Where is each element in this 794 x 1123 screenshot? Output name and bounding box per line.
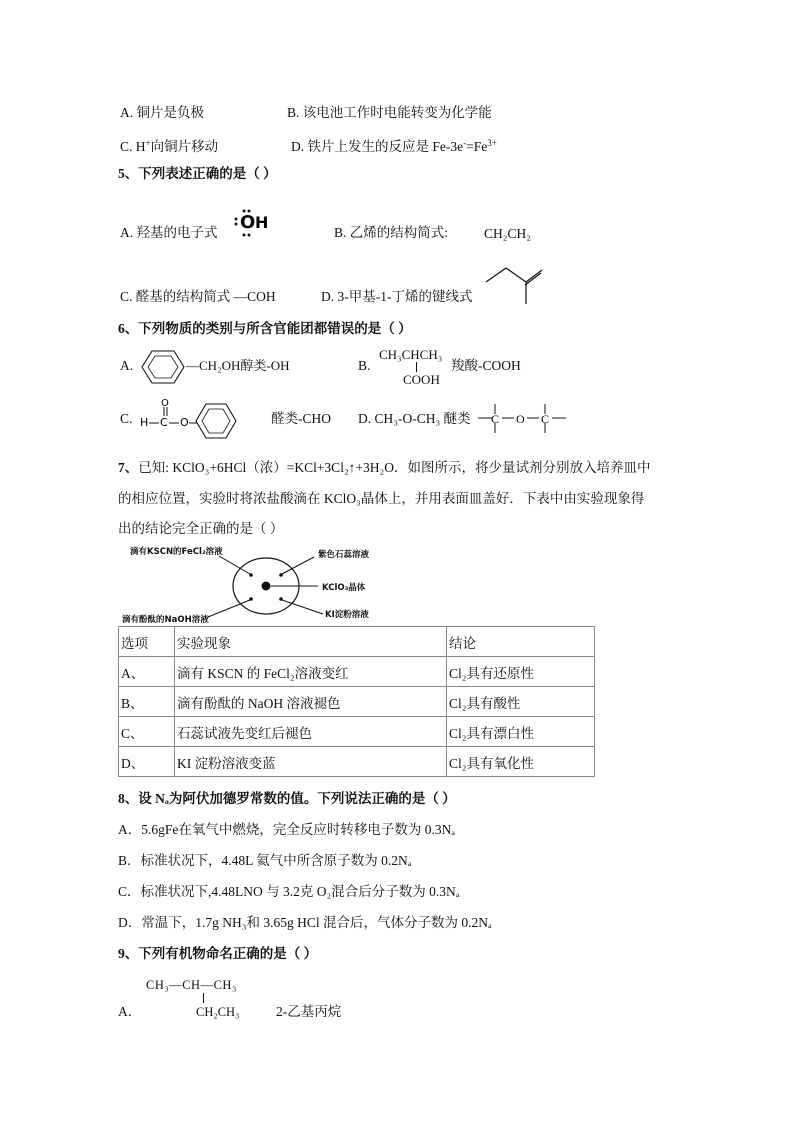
q5-option-a: A. 羟基的电子式 (120, 225, 218, 240)
svg-text:C: C (160, 416, 168, 429)
q9-stem: 9、下列有机物命名正确的是（ ） (118, 946, 318, 961)
q6-option-b-label: B. (358, 358, 371, 373)
q7-stem-line2: 的相应位置，实验时将浓盐酸滴在 KClO₃晶体上，并用表面皿盖好．下表中由实验现象得 (118, 491, 645, 506)
q6-option-c-label: C. (120, 411, 133, 426)
table-cell: KI 淀粉溶液变蓝 (175, 747, 447, 777)
svg-text:C: C (491, 412, 500, 426)
q7-stem-line3: 出的结论完全正确的是（ ） (118, 521, 284, 536)
q4-option-b: B. 该电池工作时电能转变为化学能 (287, 105, 492, 120)
table-cell: 滴有酚酞的 NaOH 溶液褪色 (175, 687, 447, 717)
svg-text:H: H (140, 416, 149, 429)
q5-option-c: C. 醛基的结构简式 —COH (120, 289, 276, 304)
label-kscn-fecl2: 滴有KSCN的FeCl₂溶液 (130, 547, 223, 557)
q9-option-a-name: 2-乙基丙烷 (276, 1004, 342, 1019)
table-header-cell: 结论 (447, 627, 595, 657)
table-cell: A、 (119, 657, 175, 687)
q9-option-a-bottom: CH₂CH₃ (196, 1005, 240, 1019)
q5-option-b-formula: CH₂CH₂ (484, 226, 531, 241)
svg-text:O: O (516, 412, 525, 426)
q4-option-a: A. 铜片是负极 (120, 105, 204, 120)
q6-option-c-text: 醛类-CHO (271, 411, 331, 426)
experiment-table (118, 626, 595, 777)
methylbutene-skeletal-icon (484, 262, 544, 306)
svg-text:O: O (180, 416, 189, 429)
phenyl-formate-icon (138, 396, 248, 442)
q8-option-b: B．标准状况下，4.48L 氦气中所含原子数为 0.2Nₐ (118, 853, 412, 868)
q8-option-c: C．标准状况下,4.48LNO 与 3.2克 O₂混合后分子数为 0.3Nₐ (118, 884, 460, 899)
table-cell: 石蕊试液先变红后褪色 (175, 717, 447, 747)
q6-option-b-top: CH₃CHCH₃ (379, 347, 443, 362)
table-header-cell: 选项 (119, 627, 175, 657)
q9-option-a-bond (203, 993, 204, 1003)
label-kclo3: KClO₃晶体 (322, 583, 366, 593)
hydroxyl-electron-formula-icon (232, 206, 272, 238)
label-litmus: 紫色石蕊溶液 (318, 550, 370, 560)
q9-option-a-label: A． (118, 1004, 142, 1019)
q6-option-a-label: A. (120, 358, 134, 373)
label-naoh-phenolphthalein: 滴有酚酞的NaOH溶液 (122, 615, 209, 625)
table-cell: 滴有 KSCN 的 FeCl₂溶液变红 (175, 657, 447, 687)
q6-option-b-bottom: COOH (403, 372, 440, 387)
table-cell: Cl₂具有酸性 (447, 687, 595, 717)
q6-option-b-text: 羧酸-COOH (451, 358, 521, 373)
table-cell: C、 (119, 717, 175, 747)
table-cell: B、 (119, 687, 175, 717)
table-header-row (119, 627, 595, 657)
benzene-ring-icon (140, 348, 186, 386)
table-cell: Cl₂具有漂白性 (447, 717, 595, 747)
q8-option-a: A．5.6gFe在氧气中燃烧，完全反应时转移电子数为 0.3Nₐ (118, 822, 456, 837)
table-row (119, 717, 595, 747)
table-cell: Cl₂具有还原性 (447, 657, 595, 687)
table-header-cell: 实验现象 (175, 627, 447, 657)
table-cell: Cl₂具有氧化性 (447, 747, 595, 777)
q6-option-a-text: —CH₂OH醇类-OH (186, 358, 290, 373)
petri-dish-diagram (118, 544, 418, 626)
q6-option-d-text: D. CH₃-O-CH₃ 醚类 (358, 411, 471, 426)
q4-option-c: C. H+向铜片移动 (120, 138, 219, 154)
q9-option-a-top: CH₃—CH—CH₃ (146, 978, 237, 992)
table-row (119, 687, 595, 717)
svg-text:O: O (161, 398, 169, 409)
q5-stem: 5、下列表述正确的是（ ） (118, 166, 277, 181)
q7-stem-line1: 7、已知: KClO₃+6HCl（浓）=KCl+3Cl₂↑+3H₂O．如图所示，将少量试剂分别放入培养皿中 (118, 460, 651, 475)
table-row (119, 657, 595, 687)
label-ki-starch: KI淀粉溶液 (325, 610, 369, 620)
q8-stem: 8、设 Nₐ为阿伏加德罗常数的值。下列说法正确的是（ ） (118, 791, 456, 806)
q5-option-d: D. 3-甲基-1-丁烯的键线式 (321, 289, 473, 304)
svg-text:C: C (541, 412, 550, 426)
ether-structure-icon (474, 400, 570, 436)
table-row (119, 747, 595, 777)
q4-option-d: D. 铁片上发生的反应是 $Fe-3e^-=Fe^{3+}$ (291, 138, 497, 154)
svg-text:O: O (240, 212, 256, 233)
q6-stem: 6、下列物质的类别与所含官能团都错误的是（ ） (118, 321, 412, 336)
q8-option-d: D．常温下，1.7g NH₃和 3.65g HCl 混合后，气体分子数为 0.2Nₐ (118, 915, 492, 930)
table-cell: D、 (119, 747, 175, 777)
svg-text:H: H (255, 213, 269, 232)
q5-option-b: B. 乙烯的结构简式: (334, 225, 449, 240)
